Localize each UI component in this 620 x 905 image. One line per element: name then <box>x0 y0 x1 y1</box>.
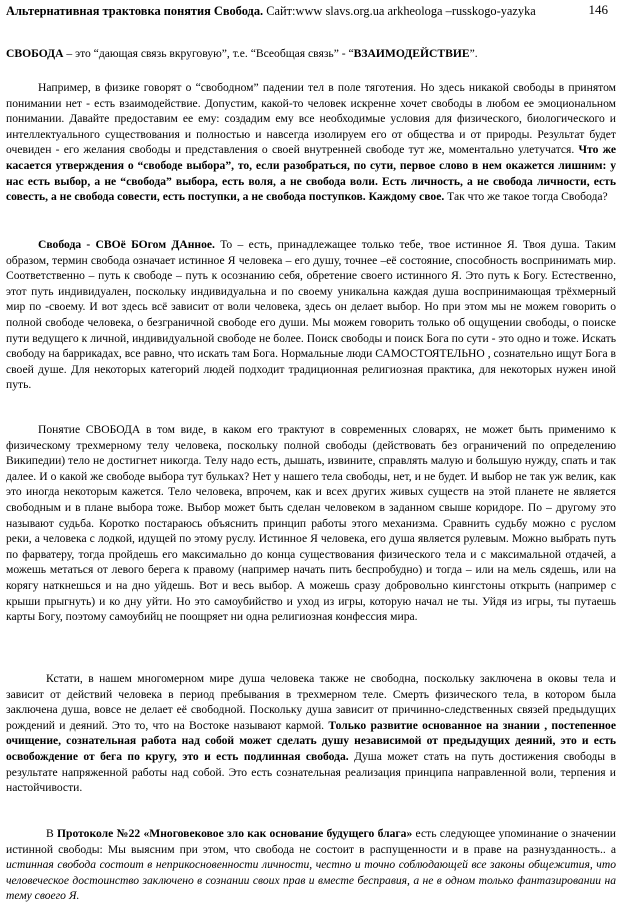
page-number: 146 <box>588 2 608 17</box>
header-title: Альтернативная трактовка понятия Свобода. <box>6 4 264 18</box>
paragraph-physics <box>6 80 616 205</box>
header-site-label: Сайт: <box>266 4 296 18</box>
paragraph-soul <box>6 671 616 796</box>
paragraph-concept <box>6 422 616 625</box>
p1-end: Так что же такое тогда Свобода? <box>444 190 608 204</box>
p2-lead: Свобода - СВОё БОгом ДАнное. <box>38 238 215 251</box>
p4-end: Душа может стать на путь достижения свободы в результате напряженной работы над собой. Это есть сознательная реализация принципа направленной воли, терпения и настойчивости. <box>6 749 616 795</box>
paragraph-protocol <box>6 826 616 904</box>
p5-bold: Протоколе №22 «Многовековое зло как основание будущего блага» <box>57 827 413 840</box>
header-site-link[interactable]: www slavs.org.ua <box>295 4 385 18</box>
definition-paragraph <box>6 46 616 62</box>
p1-text: Например, в физике говорят о “свободном” падении тел в поле тяготения. Но здесь никакой свободы в принятом понимании нет - есть взаимодействие. Допустим, какой-то человек искренне хочет свободы в любом ее эмоциональном понимании. Давайте предоставим ее ему: создадим ему все необходимые условия для физического, биологического и интеллектуального существования и полностью и навсегда изолируем его от общества и от природы. Результат будет очевиден - его желания свободы и представления о своей внутренней свободе тут же, моментально улетучатся. <box>6 81 616 157</box>
p1-bold: Что же касается утверждения о “свободе выбора”, то, если разобраться, по сути, первое слово в нем окажется лишним: у нас есть выбор, а не “свобода” выбора, есть воля, а не свобода воли. Есть личность, а не свобода личности, есть совесть, а не свобода совести, есть поступки, а не свобода поступков. Каждому свое. <box>6 143 616 204</box>
p5-text: есть следующее упоминание о значении истинной свободы: Мы выясним при этом, что свобода не состоит в распущенности и в праве на разнузданность.. а <box>6 827 616 856</box>
header-tail: arkheologa –russkogo-yazyka <box>387 4 536 18</box>
paragraph-svoboda <box>6 237 616 393</box>
p3-text: Понятие СВОБОДА в том виде, в каком его трактуют в современных словарях, не может быть применимо к физическому трехмерному телу человека, поскольку полной свободы (действовать без ограничений по определению Википедии) тело не достигнет никогда. Телу надо есть, дышать, извините, справлять малую и большую нужду, спать и так далее. И о какой же свободе выбора тут бульках? Нет у нашего тела свободы, нет, и не будет. И выбор не так уж велик, как это иногда некоторым кажется. Тело человека, впрочем, как и всех других живых существ на этой планете не является свободным и в плане выбора тоже. Выбор может быть сделан человеком в заданном свыше коридоре. По – другому это называют судьба. Коротко постараюсь объяснить принцип работы этого механизма. Сравнить судьбу можно с руслом реки, а человека с лодкой, идущей по этому руслу. Истинное Я человека, его душа является рулевым. Можно выбрать путь по фарватеру, тогда пройдешь его максимально до конца существования физического тела и с максимальной отдачей, а можешь метаться от левого берега к правому (например начать пить беспробудно) и тогда – или на мель сядешь, или на корягу наткнешься и на дно уйдешь. Вот и весь выбор. А можешь сразу добровольно кингстоны открыть (например с крыши прыгнуть) и ко дну уйти. Но это самоубийство и уход из игры, которую начал не ты. Уйдя из игры, ты путаешь карты Богу, поэтому самоубийц не поощряет ни одна религиозная конфессия мира. <box>6 423 616 624</box>
definition-text: – это “дающая связь вкруговую”, т.е. “Всеобщая связь” - “ <box>63 47 354 60</box>
definition-term2: ВЗАИМОДЕЙСТВИЕ <box>353 47 470 60</box>
p5-italic: истинная свобода состоит в неприкосновенности личности, честно и точно соблюдающей все законы общежития, что человеческое достоинство заключено в сознании своих прав и вместе бесправия, а не в одном только фантазировании на тему своего Я. <box>6 858 616 903</box>
definition-end: ”. <box>469 47 478 60</box>
p2-text: То – есть, принадлежащее только тебе, твое истинное Я. Твоя душа. Таким образом, термин свобода означает истинное Я человека – его душу, точнее –её состояние, способность воспринимать мир. Соответственно – путь к свободе – путь к осознанию себя, обретение своего истинного Я. Это путь к Богу. Естественно, этот путь индивидуален, поскольку индивидуальна и по своему уникальна каждая душа воспринимающая трёхмерный мир по -своему. И вот здесь всё зависит от воли человека, здесь он делает выбор. Но при этом мы не можем говорить о полной свободе человека, о безграничной свободе его души. Мы можем говорить только об ощущении свободы, о поиске пути ведущего к личной, индивидуальной свободе не более. Поиск свободы и поиск Бога по сути - это одно и тоже. Искать свободу на баррикадах, все равно, что искать там Бога. Нормальные люди САМОСТОЯТЕЛЬНО , сознательно ищут Бога в своей душе. Для некоторых категорий людей подходит традиционная религиозная практика, для некоторых нужен иной путь. <box>6 238 616 392</box>
p4-text: Кстати, в нашем многомерном мире душа человека также не свободна, поскольку заключена в оковы тела и зависит от действий человека в период пребывания в трехмерном теле. Смерть физического тела, в котором была заключена душа, вовсе не делает её свободной. Поскольку душа зависит от причинно-следственных связей предыдущих рождений и деяний. Это то, что на Востоке называют кармой. <box>6 672 616 732</box>
definition-term: СВОБОДА <box>6 47 64 60</box>
p5-pre: В <box>46 827 58 840</box>
p4-bold: Только развитие основанное на знании , постепенное очищение, сознательная работа над собой может сделать душу независимой от предыдущих деяний, это и есть освобождение от бега по кругу, это и есть подлинная свобода. <box>6 718 616 763</box>
page-header <box>6 4 566 20</box>
